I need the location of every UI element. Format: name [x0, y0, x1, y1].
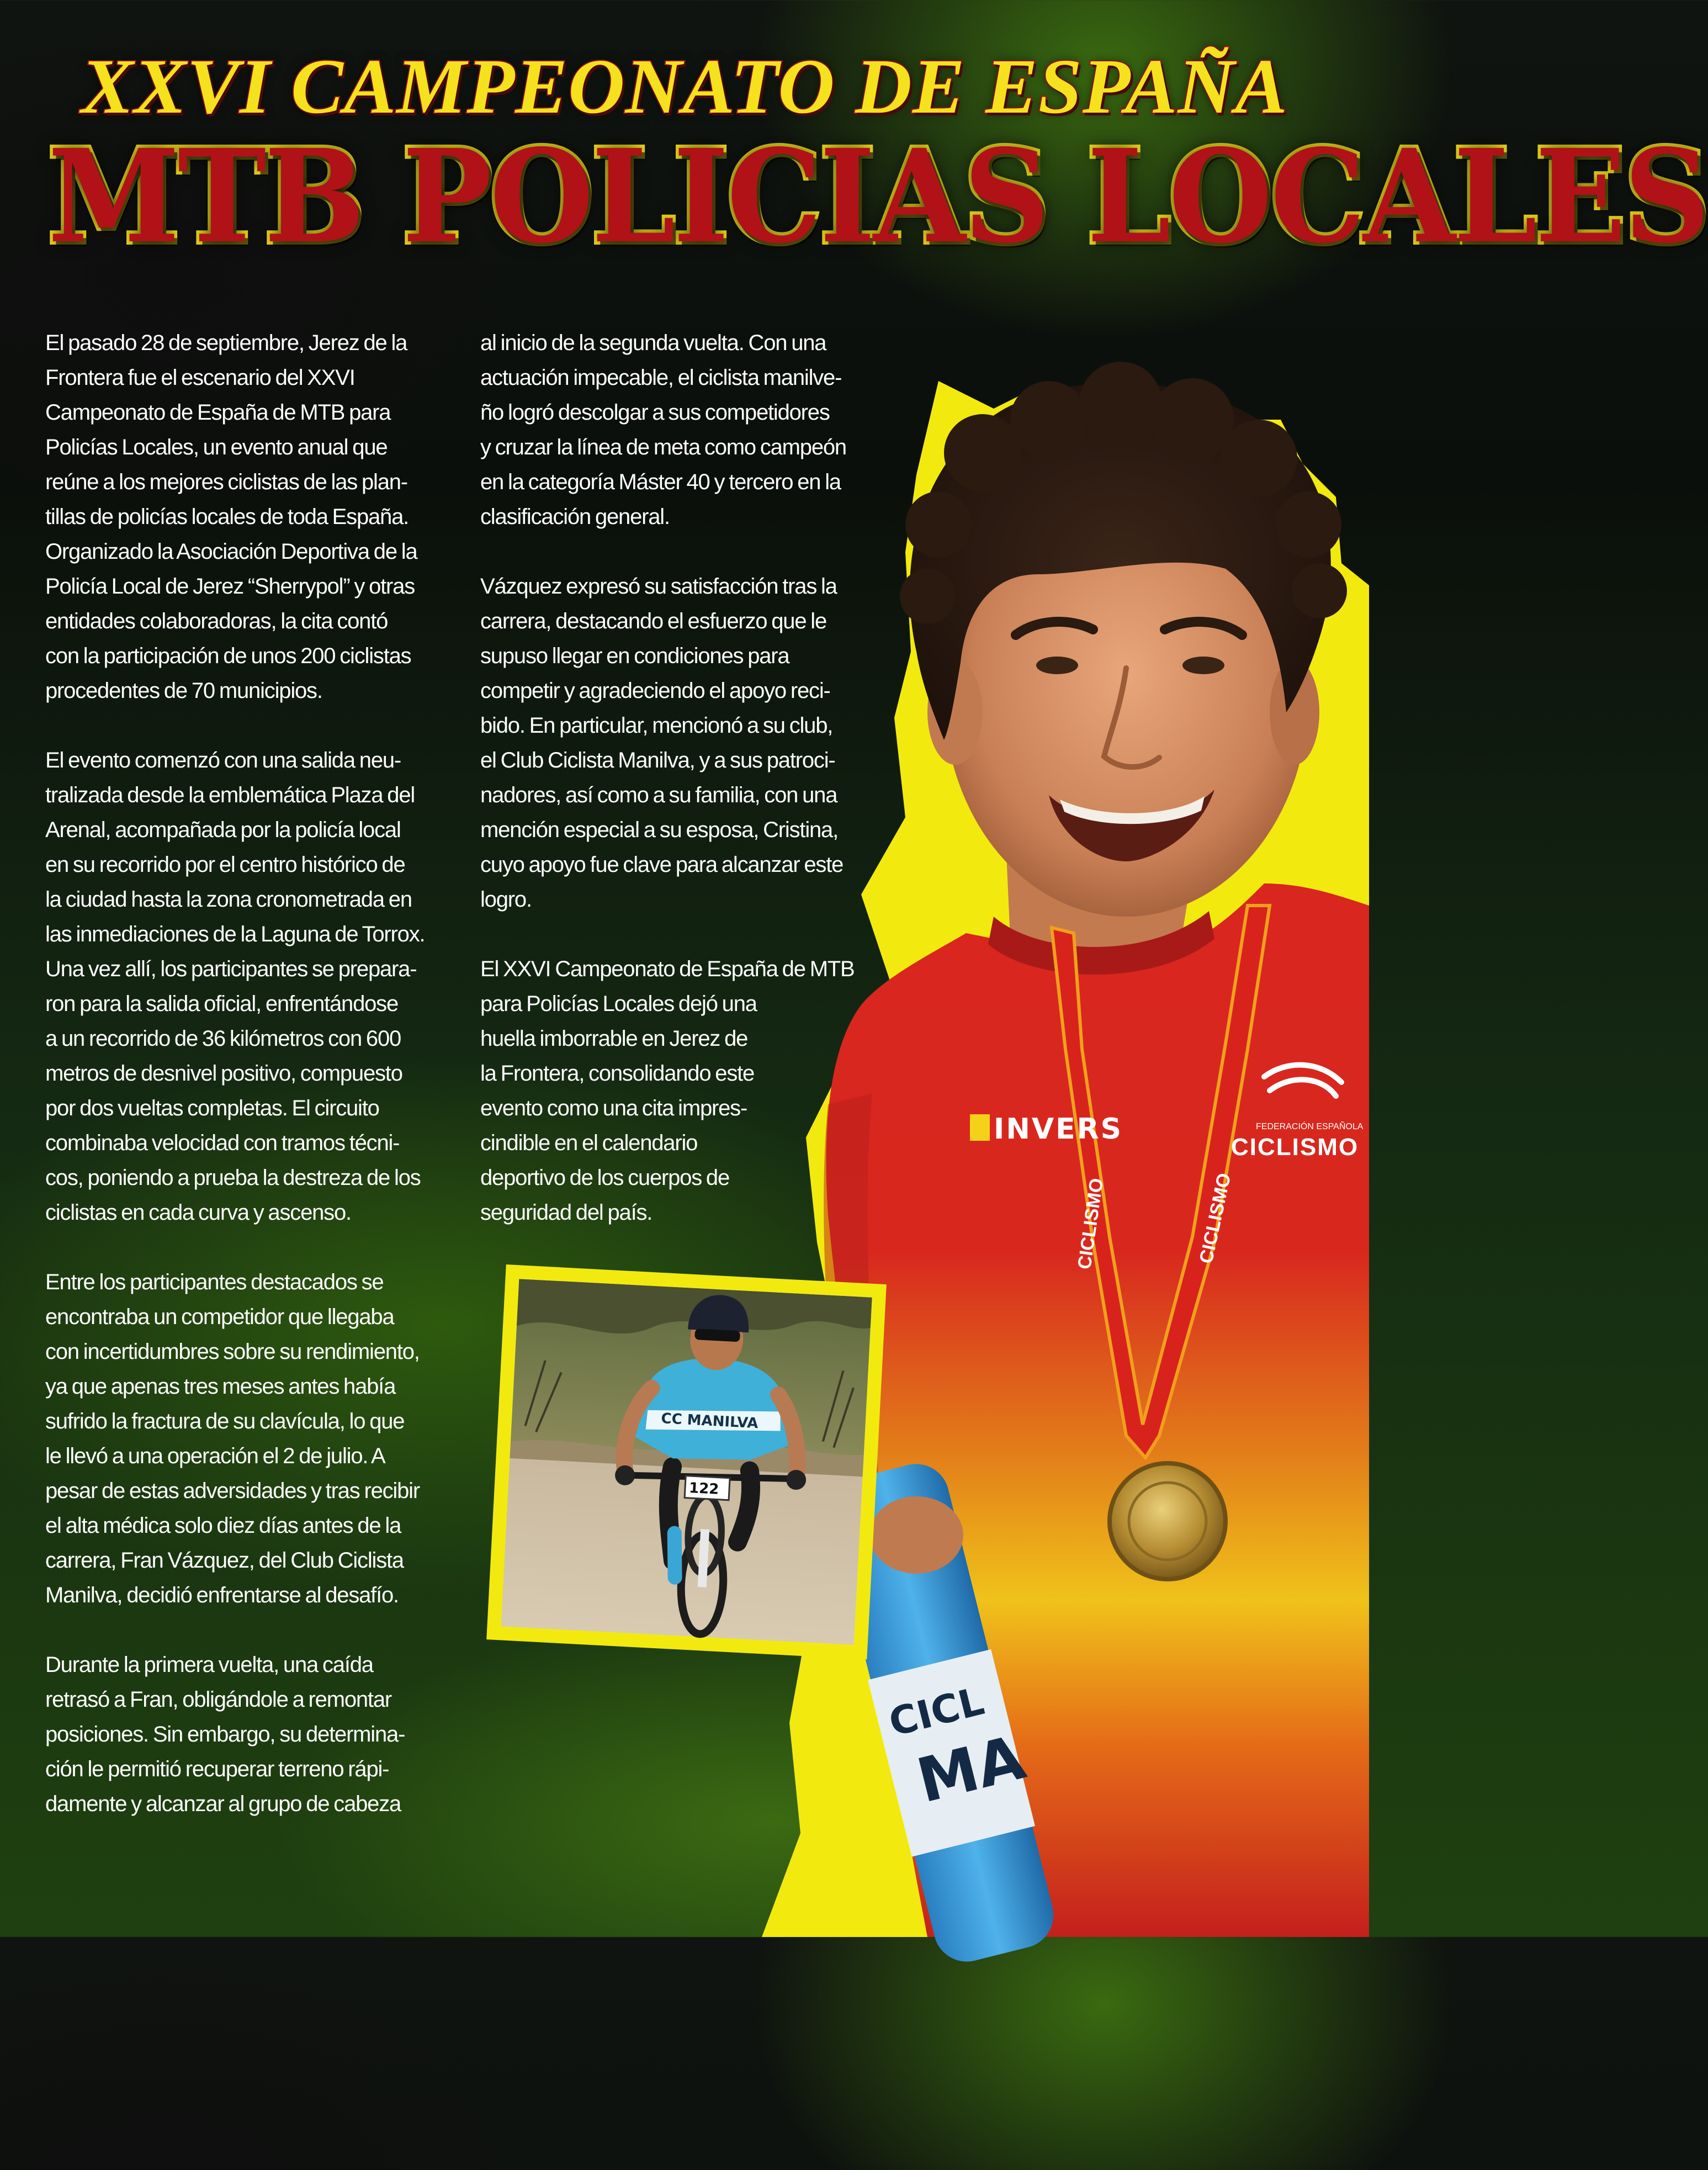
article-paragraph: El XXVI Campeonato de España de MTB para Policías Locales dejó una huella imborrable en Jerez de la Frontera, consolidando este evento como una cita impres- cindible en el calendario deportivo de los cuerpos de seguridad del país. — [480, 957, 855, 1225]
lanyard-text-right: CICLISMO — [1195, 1171, 1235, 1266]
article-paragraph: Durante la primera vuelta, una caída retrasó a Fran, obligándole a remontar posiciones. Sin embargo, su determina- ción le permitió recuperar terreno rápi- damente y alcanzar al grupo de cabeza — [45, 1653, 405, 1816]
header-title-top: XXVI CAMPEONATO DE ESPAÑA — [81, 43, 1288, 130]
bottle-label-line1: CICL — [884, 1678, 989, 1745]
gold-medal — [1110, 1463, 1226, 1579]
article-paragraph: Entre los participantes destacados se encontraba un competidor que llegaba con incertidumbres sobre su rendimiento, ya que apenas tres meses antes había sufrido la fractura de su clavícula, lo que le llevó a una operación el 2 de julio. A pesar de estas adversidades y tras recibir el alta médica solo diez días antes de la carrera, Fran Vázquez, del Club Ciclista Manilva, decidió enfrentarse al desafío. — [45, 1270, 420, 1607]
jersey-sponsor-text: INVERS — [994, 1113, 1123, 1146]
article-column-left — [45, 326, 465, 1856]
race-number: 122 — [688, 1479, 720, 1498]
jersey-sponsor-logo — [970, 1114, 990, 1141]
action-photo — [490, 1269, 890, 2170]
article-paragraph: El pasado 28 de septiembre, Jerez de la Frontera fue el escenario del XXVI Campeonato de España de MTB para Policías Locales, un evento anual que reúne a los mejores ciclistas de las plan- tillas de policías locales de toda España. Organizado la Asociación Deportiva de la Policía Local de Jerez “Sherrypol” y otras entidades colaboradoras, la cita contó con la participación de unos 200 ciclistas procedentes de 70 municipios. — [45, 331, 417, 703]
rider-jersey-text: CC MANILVA — [660, 1410, 759, 1432]
bottle-label-line2: MA — [910, 1722, 1032, 1817]
article-paragraph: al inicio de la segunda vuelta. Con una actuación impecable, el ciclista manilve- ño logró descolgar a sus competidores y cruzar la línea de meta como campeón en la categoría Máster 40 y tercero en la clasificación general. — [480, 331, 846, 529]
action-photo-image — [501, 1279, 872, 1645]
article-column-right — [480, 326, 878, 1265]
lanyard-text-left: CICLISMO — [1074, 1177, 1108, 1271]
jersey-federation-text: CICLISMO — [1231, 1134, 1359, 1161]
jersey-federation-small: FEDERACIÓN ESPAÑOLA — [1256, 1122, 1364, 1131]
article-paragraph: El evento comenzó con una salida neu- tralizada desde la emblemática Plaza del Arenal, acompañada por la policía local en su recorrido por el centro histórico de la ciudad hasta la zona cronometrada en las inmediaciones de la Laguna de Torrox. Una vez allí, los participantes se prepara- ron para la salida oficial, enfrentándose a un recorrido de 36 kilómetros con 600 metros de desnivel positivo, compuesto por dos vueltas completas. El circuito combinaba velocidad con tramos técni- cos, poniendo a prueba la destreza de los ciclistas en cada curva y ascenso. — [45, 748, 425, 1225]
header-title-main: MTB POLICIAS LOCALES — [47, 121, 1708, 272]
article-paragraph: Vázquez expresó su satisfacción tras la carrera, destacando el esfuerzo que le supuso llegar en condiciones para competir y agradeciendo el apoyo reci- bido. En particular, mencionó a su club, el Club Ciclista Manilva, y a sus patroci- nadores, así como a su familia, con una mención especial a su esposa, Cristina, cuyo apoyo fue clave para alcanzar este logro. — [480, 574, 844, 912]
